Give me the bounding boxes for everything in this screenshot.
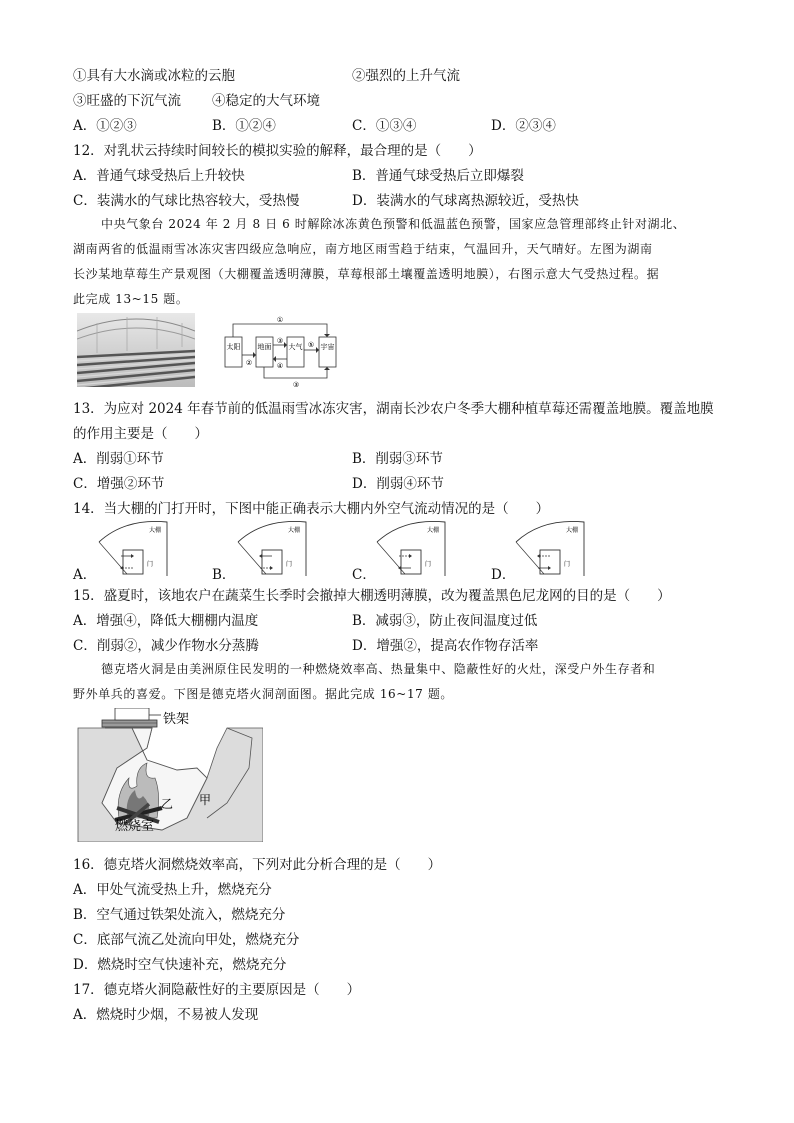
q13-choice-a: A．削弱①环节 [73, 451, 164, 467]
q14-figure-a [97, 520, 177, 576]
diagram-mark-3-lower: ③ [292, 381, 300, 388]
atmosphere-label: 大气 [288, 343, 303, 351]
q13-choice-d: D．削弱④环节 [352, 476, 444, 492]
q13-stem-line1: 13．为应对 2024 年春节前的低温雨雪冰冻灾害，湖南长沙农户冬季大棚种植草莓还需覆盖地膜。覆盖地膜 [73, 401, 714, 417]
q16-stem: 16．德克塔火洞燃烧效率高，下列对此分析合理的是（ ） [73, 857, 442, 873]
q11-choice-c: C．①③④ [352, 118, 417, 134]
shed-label: 大棚 [427, 527, 440, 534]
atmosphere-heating-diagram [220, 312, 348, 388]
q14-figure-b [236, 520, 316, 576]
q11-option-3: ③旺盛的下沉气流 [73, 93, 181, 109]
q11-choice-d: D．②③④ [491, 118, 556, 134]
material1-line4: 此完成 13~15 题。 [73, 292, 189, 306]
space-box [319, 337, 336, 367]
space-label: 宇宙 [320, 343, 335, 351]
q16-choice-a: A．甲处气流受热上升，燃烧充分 [73, 882, 272, 898]
door-label: 门 [564, 561, 571, 568]
door-label: 门 [286, 561, 293, 568]
material1-line2: 湖南两省的低温雨雪冰冻灾害四级应急响应，南方地区雨雪趋于结束，气温回升，天气晴好。左图为湖南 [73, 242, 653, 256]
q14-figure-d [514, 520, 594, 576]
q12-choice-c: C．装满水的气球比热容较大，受热慢 [73, 193, 300, 209]
q11-option-1: ①具有大水滴或冰粒的云胞 [73, 68, 235, 84]
material1-line3: 长沙某地草莓生产景观图（大棚覆盖透明薄膜，草莓根部土壤覆盖透明地膜），右图示意大气受热过程。据 [73, 267, 660, 281]
q11-option-4: ④稳定的大气环境 [212, 93, 320, 109]
shed-label: 大棚 [149, 527, 162, 534]
q15-choice-b: B．减弱③，防止夜间温度过低 [352, 613, 538, 629]
material1-line1: 中央气象台 2024 年 2 月 8 日 6 时解除冰冻黄色预警和低温蓝色预警，国家应急管理部终止针对湖北、 [101, 217, 686, 231]
q12-choice-a: A．普通气球受热后上升较快 [73, 168, 245, 184]
q13-choice-c: C．增强②环节 [73, 476, 165, 492]
q11-option-2: ②强烈的上升气流 [352, 68, 460, 84]
ground-box [256, 337, 273, 367]
q15-choice-c: C．削弱②，减少作物水分蒸腾 [73, 638, 259, 654]
q14-label-d: D． [491, 567, 516, 583]
q17-choice-a: A．燃烧时少烟，不易被人发现 [73, 1007, 259, 1023]
door-label: 门 [147, 561, 154, 568]
q16-choice-b: B．空气通过铁架处流入，燃烧充分 [73, 907, 286, 923]
jia-label: 甲 [199, 793, 212, 807]
diagram-mark-5: ⑤ [307, 341, 315, 349]
q12-stem: 12．对乳状云持续时间较长的模拟实验的解释，最合理的是（ ） [73, 143, 482, 159]
iron-rack-label: 铁架 [163, 712, 190, 727]
q15-stem: 15．盛夏时，该地农户在蔬菜生长季时会撤掉大棚透明薄膜，改为覆盖黑色尼龙网的目的是（ ） [73, 588, 671, 604]
material2-line1: 德克塔火洞是由美洲原住民发明的一种燃烧效率高、热量集中、隐蔽性好的火灶，深受户外生存者和 [101, 662, 656, 676]
q15-choice-a: A．增强④，降低大棚棚内温度 [73, 613, 259, 629]
q14-label-b: B． [212, 567, 236, 583]
chamber-label: 燃烧室 [115, 819, 155, 834]
q11-choice-b: B．①②④ [212, 118, 276, 134]
q14-label-a: A． [73, 567, 97, 583]
ground-label: 地面 [257, 343, 272, 351]
diagram-mark-3: ③ [276, 337, 284, 345]
shed-label: 大棚 [566, 527, 579, 534]
q12-choice-d: D．装满水的气球离热源较近，受热快 [352, 193, 579, 209]
q11-choice-a: A．①②③ [73, 118, 137, 134]
dakota-fire-hole-diagram [77, 708, 263, 842]
shed-label: 大棚 [288, 527, 301, 534]
greenhouse-photo [77, 313, 195, 387]
q12-choice-b: B．普通气球受热后立即爆裂 [352, 168, 524, 184]
q17-stem: 17．德克塔火洞隐蔽性好的主要原因是（ ） [73, 982, 361, 998]
q16-choice-d: D．燃烧时空气快速补充，燃烧充分 [73, 957, 287, 973]
diagram-mark-4: ④ [276, 362, 284, 370]
yi-label: 乙 [161, 797, 174, 811]
sun-box [225, 337, 242, 367]
q13-choice-b: B．削弱③环节 [352, 451, 443, 467]
material2-line2: 野外单兵的喜爱。下图是德克塔火洞剖面图。据此完成 16~17 题。 [73, 687, 454, 701]
sun-label: 太阳 [226, 343, 241, 351]
q16-choice-c: C．底部气流乙处流向甲处，燃烧充分 [73, 932, 300, 948]
diagram-mark-1: ① [276, 316, 284, 324]
q15-choice-d: D．增强②，提高农作物存活率 [352, 638, 539, 654]
q14-stem: 14．当大棚的门打开时，下图中能正确表示大棚内外空气流动情况的是（ ） [73, 501, 550, 517]
diagram-mark-2: ② [245, 359, 253, 367]
q14-label-c: C． [352, 567, 376, 583]
atmosphere-box [287, 337, 304, 367]
q14-figure-c [375, 520, 455, 576]
door-label: 门 [425, 561, 432, 568]
q13-stem-line2: 的作用主要是（ ） [73, 426, 208, 442]
